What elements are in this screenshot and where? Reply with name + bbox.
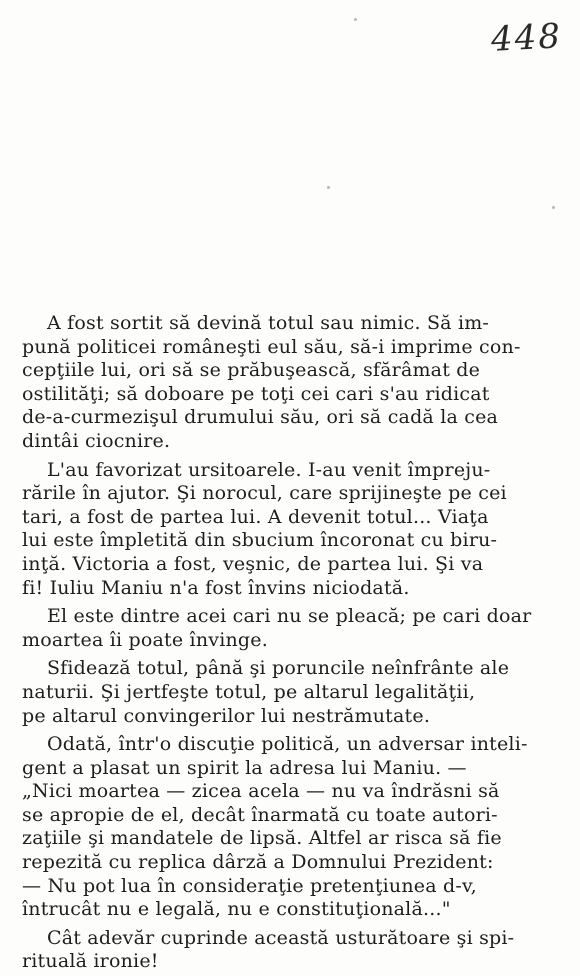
- paper-speck: [552, 206, 555, 209]
- text-line: — Nu pot lua în consideraţie pretenţiunea d-v,: [22, 874, 477, 897]
- text-line: A fost sortit să devină totul sau nimic. Să im-: [22, 312, 490, 334]
- paper-speck: [327, 186, 330, 189]
- text-line: repezită cu replica dârză a Domnului Prezident:: [22, 851, 494, 874]
- text-line: întrucât nu e legală, nu e constituţională...": [22, 898, 451, 921]
- text-line: ostilităţi; să doboare pe toţi cei cari s'au ridicat: [22, 382, 490, 405]
- paragraph: [22, 459, 570, 601]
- paragraph: [22, 657, 570, 728]
- text-line: rările în ajutor. Şi norocul, care sprijineşte pe cei: [22, 482, 507, 505]
- paragraph: [22, 312, 570, 454]
- text-line: „Nici moartea — zicea acela — nu va îndrăsni să: [22, 780, 500, 803]
- body-text: [22, 312, 570, 979]
- text-line: de-a-curmezişul drumului său, ori să cadă la cea: [22, 406, 499, 429]
- text-line: Odată, într'o discuţie politică, un adversar inteli-: [22, 733, 528, 756]
- text-line: fi! Iuliu Maniu n'a fost învins niciodată.: [22, 576, 410, 599]
- text-line: tari, a fost de partea lui. A devenit totul... Viaţa: [22, 505, 489, 528]
- text-line: pe altarul convingerilor lui nestrămutate.: [22, 704, 431, 727]
- text-line: L'au favorizat ursitoarele. I-au venit împreju-: [22, 458, 491, 481]
- text-line: dintâi ciocnire.: [22, 429, 171, 452]
- paragraph: [22, 927, 570, 974]
- paper-speck: [354, 18, 357, 21]
- text-line: zaţiile şi mandatele de lipsă. Altfel ar risca să fie: [22, 827, 502, 850]
- text-line: lui este împletită din sbucium încoronat cu biru-: [22, 529, 498, 552]
- text-line: se apropie de el, decât înarmată cu toate autori-: [22, 803, 498, 826]
- text-line: Sfidează totul, până şi poruncile neînfrânte ale: [22, 657, 510, 680]
- text-line: El este dintre acei cari nu se pleacă; pe cari doar: [22, 605, 532, 628]
- text-line: pună politicei româneşti eul său, să-i imprime con-: [22, 335, 521, 358]
- text-line: naturii. Şi jertfeşte totul, pe altarul legalităţii,: [22, 680, 476, 703]
- text-line: cepţiile lui, ori să se prăbuşească, sfărâmat de: [22, 359, 481, 382]
- paragraph: [22, 733, 570, 922]
- paragraph: [22, 605, 570, 652]
- text-line: gent a plasat un spirit la adresa lui Maniu. —: [22, 756, 467, 779]
- text-line: rituală ironie!: [22, 950, 159, 973]
- text-line: moartea îi poate învinge.: [22, 628, 268, 651]
- page-number: 448: [490, 16, 563, 60]
- text-line: Cât adevăr cuprinde această usturătoare şi spi-: [22, 926, 515, 949]
- text-line: inţă. Victoria a fost, veşnic, de partea lui. Şi va: [22, 552, 484, 575]
